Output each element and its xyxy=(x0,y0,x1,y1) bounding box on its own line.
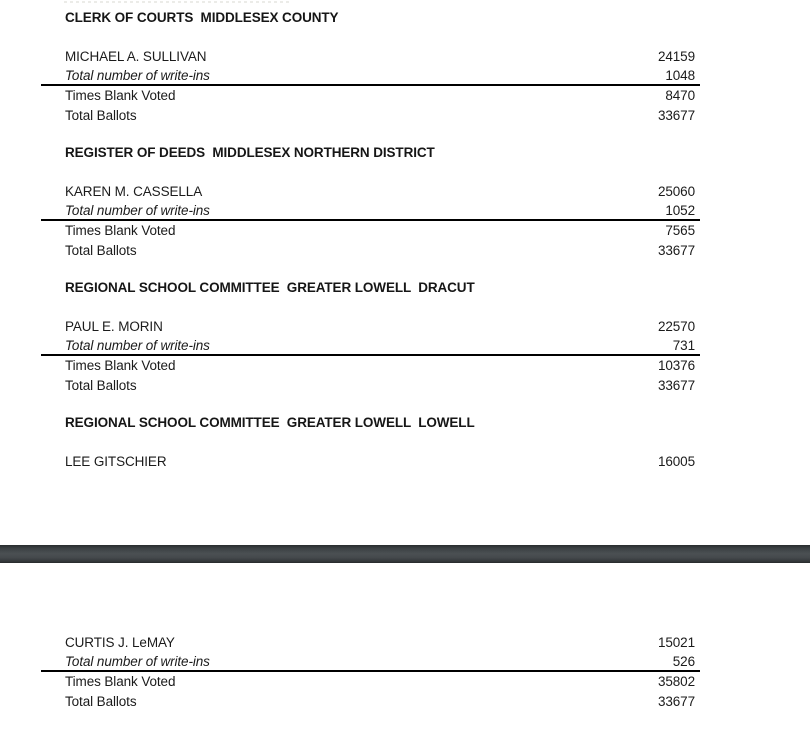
page-break-separator xyxy=(0,545,810,563)
section-title: CLERK OF COURTS MIDDLESEX COUNTY xyxy=(65,10,339,25)
vote-count: 22570 xyxy=(657,319,695,334)
candidate-row xyxy=(41,182,700,202)
blank-voted-row xyxy=(41,356,700,376)
total-ballots-count: 33677 xyxy=(657,693,695,709)
results-table xyxy=(41,182,700,260)
write-ins-label: Total number of write-ins xyxy=(65,337,210,353)
blank-voted-count: 7565 xyxy=(665,223,695,238)
candidate-name-label: PAUL E. MORIN xyxy=(65,319,163,334)
total-ballots-row xyxy=(41,376,700,396)
write-ins-row xyxy=(41,67,700,87)
candidate-row xyxy=(41,47,700,67)
blank-voted-label: Times Blank Voted xyxy=(65,88,176,103)
candidate-name-label: CURTIS J. LeMAY xyxy=(65,635,175,650)
blank-voted-label: Times Blank Voted xyxy=(65,358,176,373)
blank-voted-row xyxy=(41,86,700,106)
write-ins-row xyxy=(41,202,700,222)
total-ballots-count: 33677 xyxy=(657,377,695,393)
page-edge-artifact xyxy=(64,1,290,3)
write-ins-row xyxy=(41,653,700,673)
section-title: REGIONAL SCHOOL COMMITTEE GREATER LOWELL LOWELL xyxy=(65,415,475,430)
write-ins-count: 731 xyxy=(672,337,695,353)
blank-voted-count: 35802 xyxy=(657,674,695,689)
total-ballots-row xyxy=(41,106,700,126)
write-ins-count: 1048 xyxy=(665,67,695,83)
total-ballots-label: Total Ballots xyxy=(65,107,137,123)
results-table xyxy=(41,47,700,125)
results-table xyxy=(41,452,700,472)
results-table xyxy=(41,633,700,711)
blank-voted-label: Times Blank Voted xyxy=(65,674,176,689)
vote-count: 15021 xyxy=(657,635,695,650)
write-ins-row xyxy=(41,337,700,357)
blank-voted-count: 10376 xyxy=(657,358,695,373)
vote-count: 16005 xyxy=(657,454,695,469)
write-ins-label: Total number of write-ins xyxy=(65,653,210,669)
write-ins-count: 526 xyxy=(672,653,695,669)
total-ballots-row xyxy=(41,692,700,712)
blank-voted-label: Times Blank Voted xyxy=(65,223,176,238)
vote-count: 24159 xyxy=(657,49,695,64)
total-ballots-label: Total Ballots xyxy=(65,693,137,709)
total-ballots-row xyxy=(41,241,700,261)
blank-voted-count: 8470 xyxy=(665,88,695,103)
candidate-name-label: MICHAEL A. SULLIVAN xyxy=(65,49,207,64)
candidate-row xyxy=(41,633,700,653)
write-ins-label: Total number of write-ins xyxy=(65,67,210,83)
candidate-row xyxy=(41,452,700,472)
blank-voted-row xyxy=(41,672,700,692)
total-ballots-count: 33677 xyxy=(657,242,695,258)
section-title: REGISTER OF DEEDS MIDDLESEX NORTHERN DISTRICT xyxy=(65,145,435,160)
total-ballots-label: Total Ballots xyxy=(65,242,137,258)
candidate-name-label: KAREN M. CASSELLA xyxy=(65,184,203,199)
candidate-row xyxy=(41,317,700,337)
write-ins-count: 1052 xyxy=(665,202,695,218)
write-ins-label: Total number of write-ins xyxy=(65,202,210,218)
total-ballots-label: Total Ballots xyxy=(65,377,137,393)
vote-count: 25060 xyxy=(657,184,695,199)
section-title: REGIONAL SCHOOL COMMITTEE GREATER LOWELL DRACUT xyxy=(65,280,475,295)
candidate-name-label: LEE GITSCHIER xyxy=(65,454,167,469)
blank-voted-row xyxy=(41,221,700,241)
total-ballots-count: 33677 xyxy=(657,107,695,123)
results-table xyxy=(41,317,700,395)
